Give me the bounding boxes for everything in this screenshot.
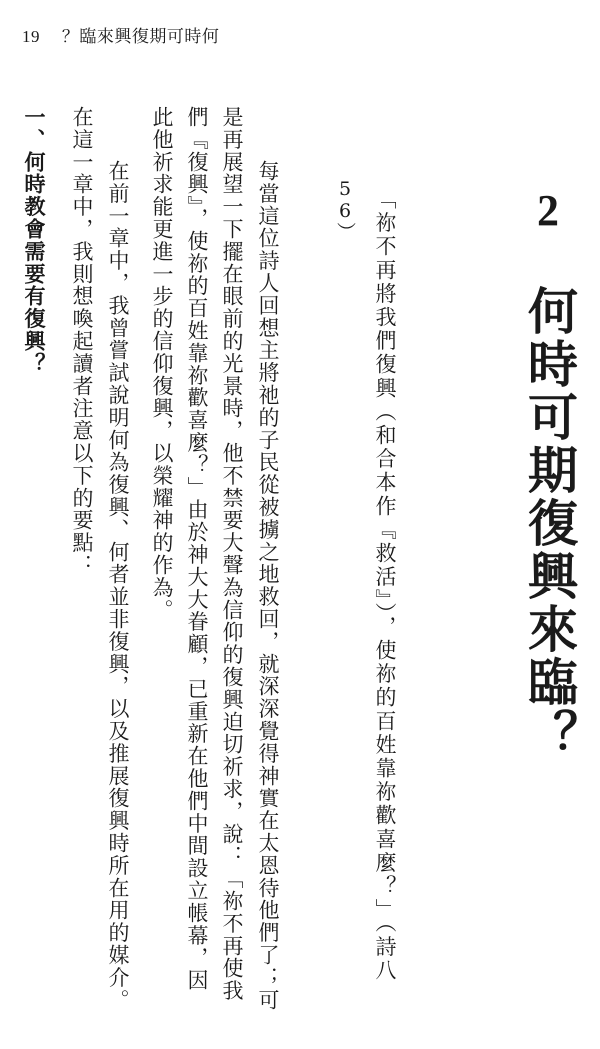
epigraph-line: 「祢不再將我們復興（和合本作『救活』），使祢的百姓靠祢歡喜麼？」（詩八 <box>373 188 397 983</box>
body-paragraph-line: 在前一章中，我曾嘗試說明何為復興、何者並非復興，以及推展復興時所在用的媒介。 <box>106 160 130 1012</box>
chapter-title: 何時可期復興來臨？ <box>520 285 578 762</box>
body-paragraph-line: 此他祈求能更進一步的信仰復興，以榮耀神的作為。 <box>150 106 174 622</box>
body-paragraph-line: 是再展望一下擺在眼前的光景時，他不禁要大聲為信仰的復興迫切祈求，說：「祢不再使我 <box>220 106 244 1002</box>
body-paragraph-line: 在這一章中，我則想喚起讀者注意以下的要點： <box>70 106 94 577</box>
epigraph-citation: 56） <box>334 178 356 241</box>
page-number: 19 <box>22 27 40 46</box>
running-title: ？臨來興復期可時何 <box>61 27 220 47</box>
section-heading: 一、何時教會需要有復興？ <box>22 106 46 375</box>
chapter-number: 2 <box>537 186 559 235</box>
running-header <box>22 22 219 47</box>
body-paragraph-line: 們『復興』，使祢的百姓靠祢歡喜麼？」由於神大大眷顧，已重新在他們中間設立帳幕，因 <box>185 106 209 992</box>
body-paragraph-line: 每當這位詩人回想主將祂的子民從被擄之地救回，就深深覺得神實在太恩待他們了；可 <box>256 160 280 1012</box>
